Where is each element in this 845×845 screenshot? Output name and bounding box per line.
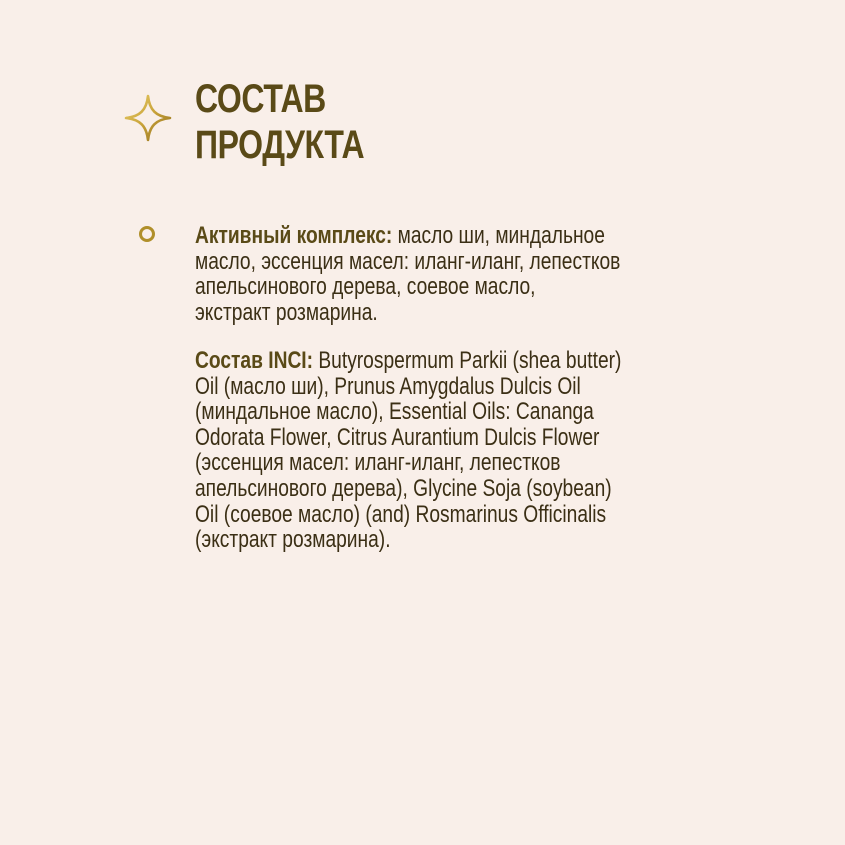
active-complex-paragraph: [195, 223, 707, 325]
ring-bullet-icon: [139, 226, 155, 242]
active-complex-line-1: [195, 223, 707, 249]
active-complex-line-4: экстракт розмарина.: [195, 298, 378, 326]
inci-text: Butyrospermum Parkii (shea butter): [313, 347, 622, 374]
inci-label: Состав INCI:: [195, 347, 314, 374]
inci-paragraph: [195, 348, 707, 553]
inci-line-2: Oil (масло ши), Prunus Amygdalus Dulcis Oil: [195, 372, 581, 400]
active-complex-text: масло ши, миндальное: [392, 222, 605, 249]
inci-line-1: [195, 348, 707, 374]
sparkle-star-icon: [124, 94, 172, 142]
inci-line-6: апельсинового дерева), Glycine Soja (soybean): [195, 474, 612, 502]
title-line-1: СОСТАВ: [195, 77, 326, 121]
active-complex-line-2: масло, эссенция масел: иланг-иланг, лепестков: [195, 247, 621, 275]
inci-line-7: Oil (соевое масло) (and) Rosmarinus Officinalis: [195, 500, 607, 528]
active-complex-label: Активный комплекс:: [195, 222, 393, 249]
inci-line-8: (экстракт розмарина).: [195, 526, 391, 554]
active-complex-line-3: апельсинового дерева, соевое масло,: [195, 273, 536, 301]
inci-line-4: Odorata Flower, Citrus Aurantium Dulcis Flower: [195, 423, 600, 451]
title-line-2: ПРОДУКТА: [195, 123, 365, 167]
inci-line-3: (миндальное масло), Essential Oils: Cananga: [195, 398, 594, 426]
page-title: [195, 76, 364, 168]
inci-line-5: (эссенция масел: иланг-иланг, лепестков: [195, 449, 561, 477]
